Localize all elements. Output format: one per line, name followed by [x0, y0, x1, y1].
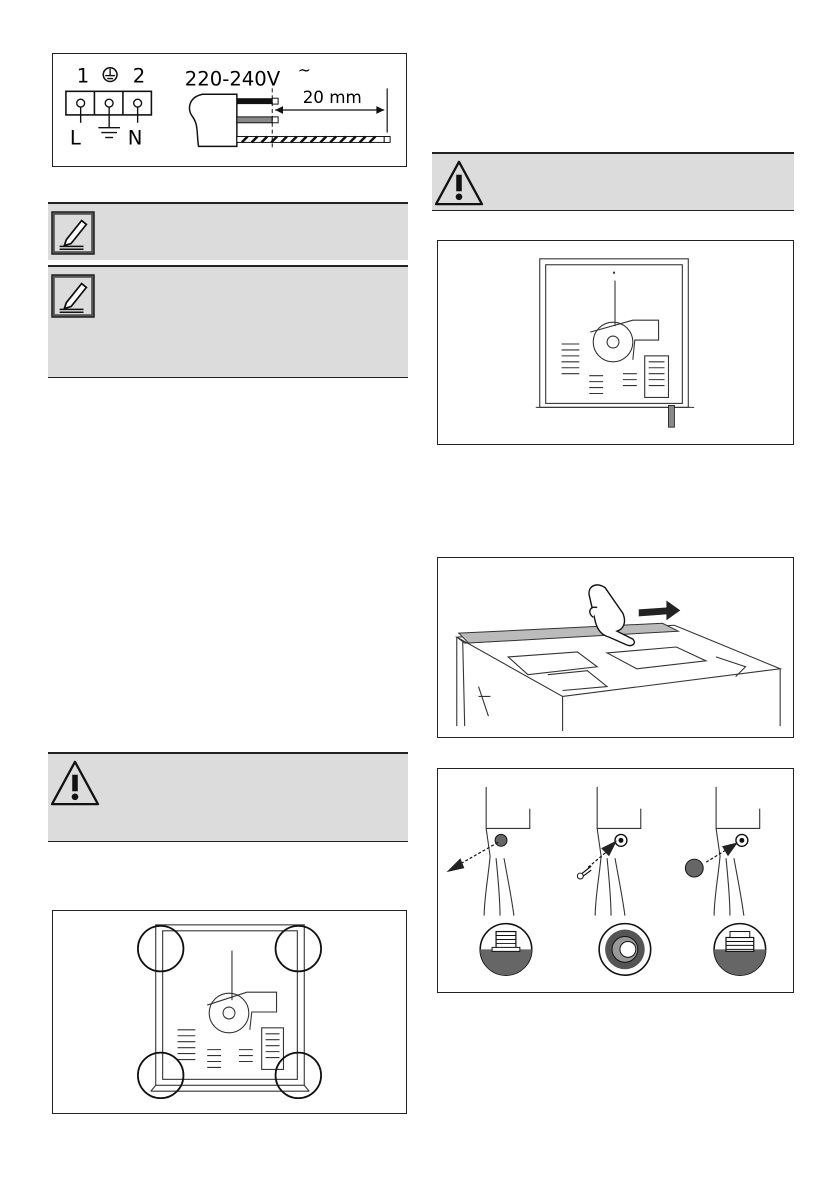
detail-plug-removed — [480, 924, 532, 976]
oven-back-figure — [437, 240, 794, 445]
oven-back-corners-drawing — [53, 911, 406, 1113]
arrow-in-icon — [722, 842, 738, 856]
detail-screw-hole — [599, 924, 651, 976]
arrow-out-icon — [447, 858, 465, 872]
voltage-label: 220-240V — [184, 67, 281, 91]
strip-length-label: 20 mm — [302, 87, 362, 108]
plug-replacement-drawing — [438, 769, 793, 992]
voltage-ac-symbol: ~ — [297, 60, 311, 80]
terminal-number-2: 2 — [132, 64, 146, 88]
warning-box-right — [432, 152, 794, 210]
pencil-note-icon — [51, 274, 95, 318]
warning-box-right-bottom-rule — [432, 210, 794, 211]
detail-plug-inserted — [714, 924, 766, 976]
terminal-number-1: 1 — [76, 64, 90, 88]
warning-box-left — [48, 752, 408, 842]
terminal-letter-l: L — [69, 126, 81, 150]
wiring-diagram-figure — [52, 53, 407, 167]
earth-wire-striped — [237, 137, 390, 143]
corner-circle-top-left — [138, 926, 184, 972]
exclamation-warning-icon — [434, 160, 484, 206]
corner-circle-top-right — [276, 926, 322, 972]
cable-sheath — [190, 94, 237, 146]
plug-replacement-figure — [437, 768, 794, 993]
oven-back-drawing — [438, 241, 793, 444]
cable-exit — [668, 405, 674, 427]
pencil-note-icon — [51, 211, 95, 255]
oven-top-hand-drawing — [438, 558, 793, 737]
earth-terminal-symbol — [103, 68, 117, 82]
hand-icon — [589, 585, 634, 646]
note-box-2 — [48, 265, 408, 378]
terminal-letter-n: N — [127, 126, 143, 150]
exclamation-warning-icon — [50, 760, 100, 806]
oven-top-hand-figure — [437, 557, 794, 738]
wiring-diagram — [53, 54, 406, 166]
note-box-1 — [48, 202, 408, 260]
oven-back-corners-figure — [52, 910, 407, 1114]
arrow-right-icon — [639, 601, 681, 621]
